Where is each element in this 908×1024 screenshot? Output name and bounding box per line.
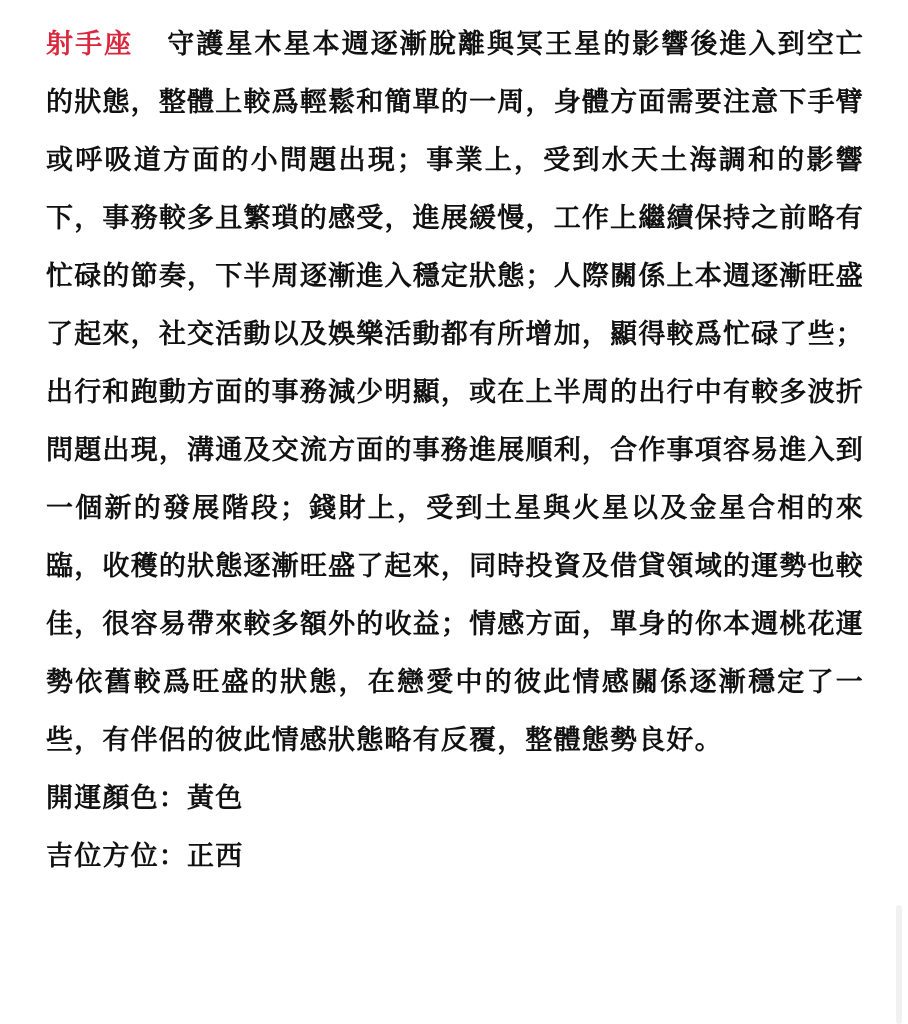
horoscope-article [46, 16, 864, 886]
zodiac-sign-title: 射手座 [46, 29, 134, 60]
lucky-color-line: 開運顏色：黃色 [46, 783, 244, 814]
lucky-direction-line: 吉位方位：正西 [46, 841, 244, 872]
horoscope-paragraph [46, 16, 864, 770]
scrollbar-track[interactable] [896, 905, 902, 1024]
horoscope-body-text: 守護星木星本週逐漸脫離與冥王星的影響後進入到空亡的狀態，整體上較爲輕鬆和簡單的一周，身體方面需要注意下手臂或呼吸道方面的小問題出現；事業上，受到水天土海調和的影響下，事務較多且繁瑣的感受，進展緩慢，工作上繼續保持之前略有忙碌的節奏，下半周逐漸進入穩定狀態；人際關係上本週逐漸旺盛了起來，社交活動以及娛樂活動都有所增加，顯得較爲忙碌了些；出行和跑動方面的事務減少明顯，或在上半周的出行中有較多波折問題出現，溝通及交流方面的事務進展順利，合作事項容易進入到一個新的發展階段；錢財上，受到土星與火星以及金星合相的來臨，收穫的狀態逐漸旺盛了起來，同時投資及借貸領域的運勢也較佳，很容易帶來較多額外的收益；情感方面，單身的你本週桃花運勢依舊較爲旺盛的狀態，在戀愛中的彼此情感關係逐漸穩定了一些，有伴侶的彼此情感狀態略有反覆，整體態勢良好。 [46, 29, 864, 756]
